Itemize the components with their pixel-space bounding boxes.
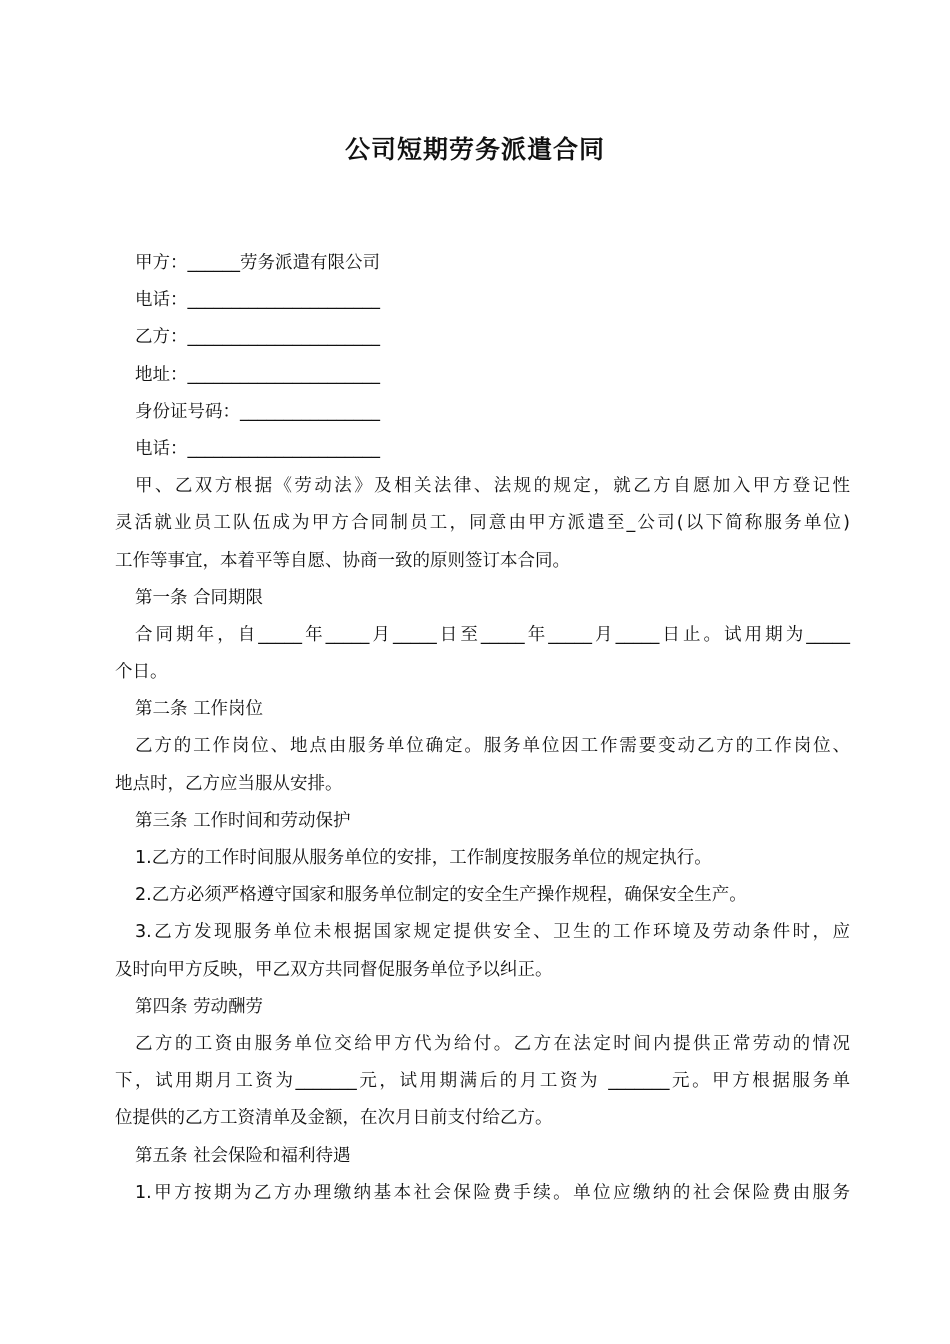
article-3-item-3-line-2: 及时向甲方反映，甲乙双方共同督促服务单位予以纠正。 [115,959,553,980]
article-1-text-line-2: 个日。 [115,662,168,683]
article-2-text-line-1: 乙方的工作岗位、地点由服务单位确定。服务单位因工作需要变动乙方的工作岗位、 [135,736,850,757]
preamble-line-2: 灵活就业员工队伍成为甲方合同制员工，同意由甲方派遣至_公司(以下简称服务单位) [115,513,850,534]
document-body [115,245,850,1212]
preamble-line-1: 甲、乙双方根据《劳动法》及相关法律、法规的规定，就乙方自愿加入甲方登记性 [135,476,850,497]
article-4-text-line-1: 乙方的工资由服务单位交给甲方代为给付。乙方在法定时间内提供正常劳动的情况 [135,1033,850,1054]
article-5-heading: 第五条 社会保险和福利待遇 [135,1145,351,1166]
article-4-text-line-3: 位提供的乙方工资清单及金额，在次月日前支付给乙方。 [115,1108,553,1129]
party-b-line: 乙方：______________________ [135,327,380,348]
party-b-id-line: 身份证号码：________________ [135,401,380,422]
party-b-address-line: 地址：______________________ [135,364,380,385]
article-2-heading: 第二条 工作岗位 [135,699,264,720]
article-4-heading: 第四条 劳动酬劳 [135,996,264,1017]
article-3-heading: 第三条 工作时间和劳动保护 [135,810,351,831]
party-a-phone-line: 电话：______________________ [135,290,380,311]
party-a-line: 甲方：______劳务派遣有限公司 [135,253,380,273]
article-1-text-line-1: 合同期年，自_____年_____月_____日至_____年_____月_____日止。试用期为_____ [135,624,850,645]
article-5-item-1-line-1: 1.甲方按期为乙方办理缴纳基本社会保险费手续。单位应缴纳的社会保险费由服务 [135,1182,850,1203]
document-title: 公司短期劳务派遣合同 [344,135,605,164]
article-3-item-1: 1.乙方的工作时间服从服务单位的安排，工作制度按服务单位的规定执行。 [135,848,712,868]
party-b-phone-line: 电话：______________________ [135,438,380,459]
article-2-text-line-2: 地点时，乙方应当服从安排。 [115,773,343,794]
preamble-line-3: 工作等事宜，本着平等自愿、协商一致的原则签订本合同。 [115,550,570,571]
article-1-heading: 第一条 合同期限 [135,587,264,608]
article-4-text-line-2: 下，试用期月工资为_______元，试用期满后的月工资为 _______元。甲方根据服务单 [115,1071,850,1092]
article-3-item-2: 2.乙方必须严格遵守国家和服务单位制定的安全生产操作规程，确保安全生产。 [135,885,747,906]
article-3-item-3-line-1: 3.乙方发现服务单位未根据国家规定提供安全、卫生的工作环境及劳动条件时，应 [135,922,850,943]
